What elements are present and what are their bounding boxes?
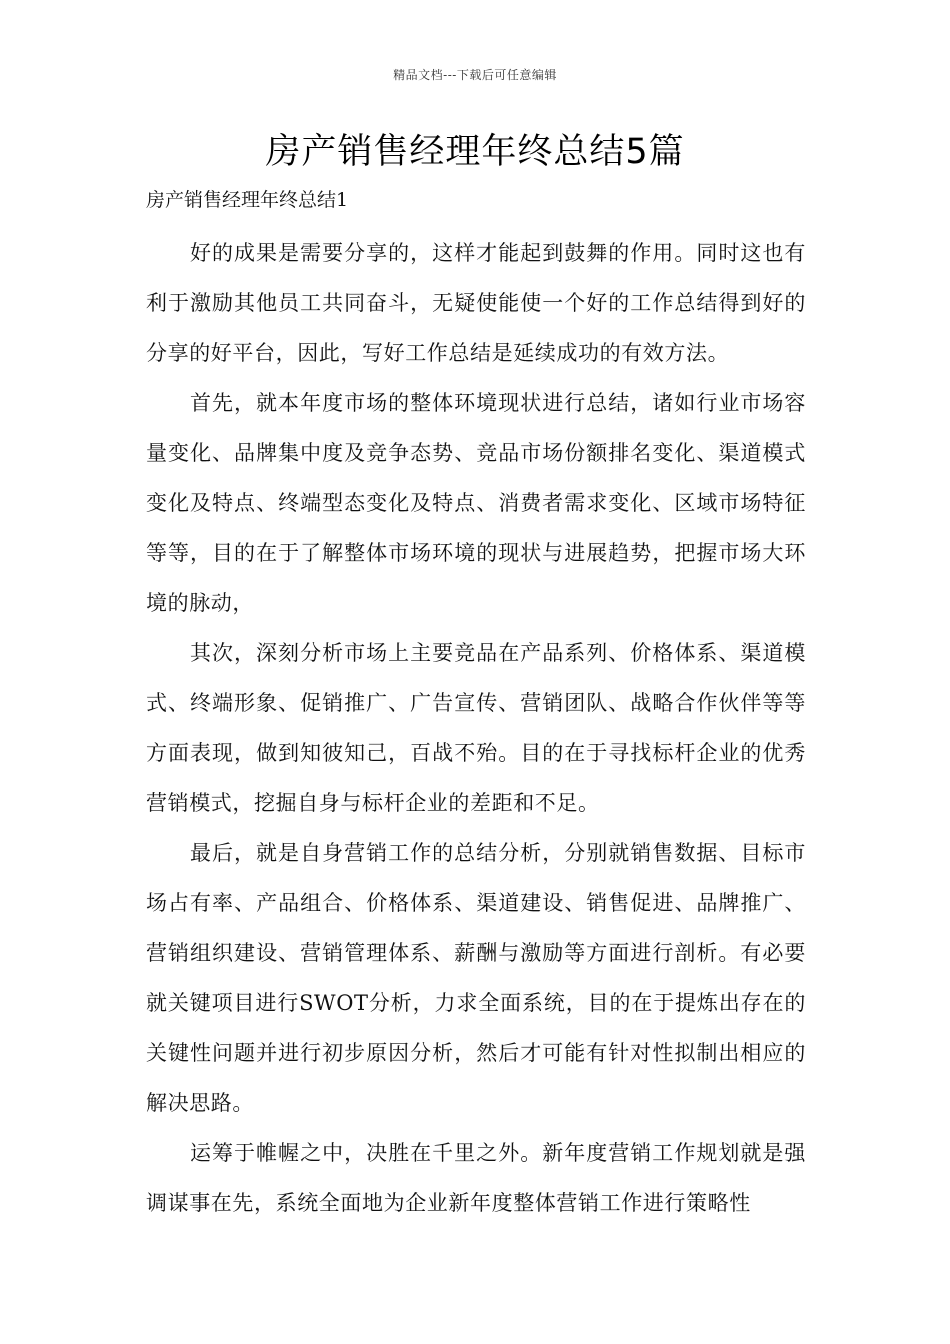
body-text: [146, 228, 806, 1228]
paragraph-4: 最后，就是自身营销工作的总结分析，分别就销售数据、目标市场占有率、产品组合、价格体系、渠道建设、销售促进、品牌推广、营销组织建设、营销管理体系、薪酬与激励等方面进行剖析。有必要就关键项目进行SWOT分析，力求全面系统，目的在于提炼出存在的关键性问题并进行初步原因分析，然后才可能有针对性拟制出相应的解决思路。: [146, 841, 806, 1115]
paragraph-5: 运筹于帷幄之中，决胜在千里之外。新年度营销工作规划就是强调谋事在先，系统全面地为企业新年度整体营销工作进行策略性: [146, 1141, 806, 1215]
paragraph-2: 首先，就本年度市场的整体环境现状进行总结，诸如行业市场容量变化、品牌集中度及竞争态势、竞品市场份额排名变化、渠道模式变化及特点、终端型态变化及特点、消费者需求变化、区域市场特征等等，目的在于了解整体市场环境的现状与进展趋势，把握市场大环境的脉动，: [146, 391, 806, 615]
section-subtitle: 房产销售经理年终总结1: [146, 189, 349, 211]
header-note: 精品文档---下载后可任意编辑: [393, 68, 557, 82]
paragraph-3: 其次，深刻分析市场上主要竞品在产品系列、价格体系、渠道模式、终端形象、促销推广、广告宣传、营销团队、战略合作伙伴等等方面表现，做到知彼知己，百战不殆。目的在于寻找标杆企业的优秀营销模式，挖掘自身与标杆企业的差距和不足。: [146, 641, 806, 815]
document-title: 房产销售经理年终总结5篇: [265, 132, 685, 172]
paragraph-1: 好的成果是需要分享的，这样才能起到鼓舞的作用。同时这也有利于激励其他员工共同奋斗，无疑使能使一个好的工作总结得到好的分享的好平台，因此，写好工作总结是延续成功的有效方法。: [146, 241, 806, 365]
